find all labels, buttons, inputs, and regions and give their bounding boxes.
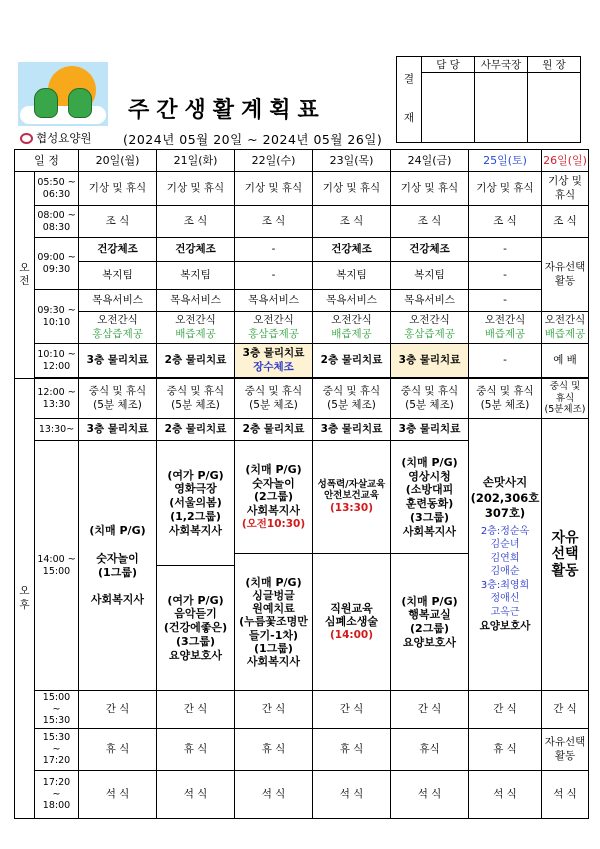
tue-program-2: (여가 P/G) 음악듣기 (건강에좋은) (3그룹) 요양보호사 — [163, 593, 228, 662]
cell: 기상 및 휴식 — [391, 172, 469, 206]
cell: 중식 및 휴식 (5분 체조) — [79, 379, 157, 419]
cell: 석 식 — [313, 771, 391, 819]
time-slot: 12:00 ~ 13:30 — [35, 379, 79, 419]
row-exercise — [15, 238, 589, 262]
approval-col: 사무국장 — [475, 57, 528, 73]
snack-label: 오전간식 — [97, 314, 138, 327]
approval-col: 담 당 — [422, 57, 475, 73]
approval-col: 원 장 — [528, 57, 581, 73]
thu-program-2: 직원교육 심폐소생술 — [324, 601, 379, 629]
cell: 간 식 — [469, 691, 542, 729]
cell: 자유선택 활동 — [542, 729, 589, 771]
row-dinner — [15, 771, 589, 819]
cell: 복지팀 — [79, 262, 157, 290]
am-label: 오 전 — [15, 172, 35, 379]
fri-program-1: (치매 P/G) 영상시청 (소방대피 훈련동화) (3그룹) 사회복지사 — [391, 441, 468, 554]
row-bath — [15, 290, 589, 312]
cell: 기상 및 휴식 — [542, 172, 589, 206]
pt-sub: 장수체조 — [253, 360, 294, 373]
snack-label: 오전간식 — [544, 314, 586, 327]
day-header-saturday: 25일(토) — [469, 150, 542, 172]
cell: 기상 및 휴식 — [235, 172, 313, 206]
cell: 중식 및 휴식 (5분 체조) — [391, 379, 469, 419]
cell: 석 식 — [79, 771, 157, 819]
period: (2024년 05월 20일 ~ 2024년 05월 26일) — [123, 132, 383, 147]
day-header: 22일(수) — [235, 150, 313, 172]
cell: - — [469, 344, 542, 378]
cell: - — [235, 262, 313, 290]
sat-staff: 2층:정순옥 김순녀 김연희 김애순 3층:최영희 정애신 고옥근 — [480, 525, 530, 618]
row-lunch — [15, 379, 589, 419]
pt-label: 3층 물리치료 — [242, 347, 305, 360]
day-header-sunday: 26일(일) — [542, 150, 589, 172]
cell: 예 배 — [542, 344, 589, 378]
cell: 석 식 — [469, 771, 542, 819]
logo-illustration — [18, 62, 108, 126]
cell: 기상 및 휴식 — [79, 172, 157, 206]
sat-title: 손맛사지 (202,306호 307호) — [470, 475, 540, 521]
time-slot: 13:30~ — [35, 419, 79, 441]
wed-program-1: (치매 P/G) 숫자놀이 (2그룹) 사회복지사 — [245, 462, 302, 518]
cell: - — [469, 238, 542, 262]
cell: 기상 및 휴식 — [313, 172, 391, 206]
cell: 간 식 — [157, 691, 235, 729]
cell: 복지팀 — [313, 262, 391, 290]
time-slot: 15:00 ~ 15:30 — [35, 691, 79, 729]
cell: - — [235, 238, 313, 262]
cell: 3층 물리치료 — [391, 419, 469, 441]
cell: 3층 물리치료 — [79, 344, 157, 378]
thu-program-1-time: (13:30) — [329, 502, 374, 515]
cell: 휴 식 — [157, 729, 235, 771]
cell: 목욕서비스 — [157, 290, 235, 312]
thu-program-1: 성폭력/자살교육 안전보건교육 — [317, 478, 386, 502]
cell: 석 식 — [157, 771, 235, 819]
cell — [235, 344, 313, 378]
snack-sub: 홍삼즙제공 — [248, 327, 299, 340]
cell: 조 식 — [313, 206, 391, 238]
time-slot: 09:30 ~ 10:10 — [35, 290, 79, 344]
snack-sub: 홍삼즙제공 — [404, 327, 455, 340]
cell: 휴 식 — [79, 729, 157, 771]
schedule-table — [14, 149, 589, 819]
cell: 기상 및 휴식 — [157, 172, 235, 206]
cell: 간 식 — [235, 691, 313, 729]
cell: 조 식 — [469, 206, 542, 238]
cell: 간 식 — [542, 691, 589, 729]
cell: 중식 및 휴식 (5분 체조) — [157, 379, 235, 419]
time-slot: 08:00 ~ 08:30 — [35, 206, 79, 238]
cell: 건강체조 — [313, 238, 391, 262]
row-pt2 — [15, 419, 589, 441]
cell: 목욕서비스 — [313, 290, 391, 312]
cell: 3층 물리치료 — [79, 419, 157, 441]
cell: 자유선택 활동 — [542, 238, 589, 312]
cell: 중식 및 휴식 (5분 체조) — [313, 379, 391, 419]
cell: 간 식 — [313, 691, 391, 729]
day-header: 24일(금) — [391, 150, 469, 172]
time-slot: 15:30 ~ 17:20 — [35, 729, 79, 771]
cell-monday-program: (치매 P/G) 숫자놀이 (1그룹) 사회복지사 — [79, 441, 157, 691]
cell: 3층 물리치료 — [391, 344, 469, 378]
cell — [157, 312, 235, 344]
day-header: 20일(월) — [79, 150, 157, 172]
cell: 조 식 — [542, 206, 589, 238]
cell: 간 식 — [391, 691, 469, 729]
snack-sub: 홍삼즙제공 — [92, 327, 143, 340]
approval-sign — [528, 73, 581, 143]
cell: 휴 식 — [313, 729, 391, 771]
cell-sunday-program: 자유 선택 활동 — [542, 419, 589, 691]
org-name — [20, 130, 92, 146]
cell: 복지팀 — [391, 262, 469, 290]
thu-program-2-time: (14:00) — [329, 629, 374, 642]
cell: 석 식 — [391, 771, 469, 819]
cell: 목욕서비스 — [235, 290, 313, 312]
tue-program-1: (여가 P/G) 영화극장 (서울의봄) (1,2그룹) 사회복지사 — [157, 441, 234, 566]
cell: 3층 물리치료 — [313, 419, 391, 441]
cell — [313, 312, 391, 344]
row-breakfast — [15, 206, 589, 238]
time-slot: 14:00 ~ 15:00 — [35, 441, 79, 691]
cell: 중식 및 휴식 (5분 체조) — [469, 379, 542, 419]
cell: 휴 식 — [235, 729, 313, 771]
cell: 건강체조 — [391, 238, 469, 262]
snack-label: 오전간식 — [175, 314, 216, 327]
cell: 중식 및 휴식 (5분체조) — [542, 379, 589, 419]
time-slot: 05:50 ~ 06:30 — [35, 172, 79, 206]
corner-cell: 일 정 — [15, 150, 79, 172]
cell — [469, 312, 542, 344]
approval-sign — [475, 73, 528, 143]
snack-label: 오전간식 — [409, 314, 450, 327]
cell-saturday-program — [469, 419, 542, 691]
cell: 목욕서비스 — [391, 290, 469, 312]
wed-program-2: (치매 P/G) 싱글벙글 원예치료 (누름꽃조명만 들기-1차) (1그룹) 사회복지사 — [239, 575, 308, 668]
cell: 2층 물리치료 — [157, 344, 235, 378]
cell: 2층 물리치료 — [235, 419, 313, 441]
cell: 휴식 — [391, 729, 469, 771]
row-snack-am — [15, 312, 589, 344]
cell — [235, 312, 313, 344]
org-label: 협성요양원 — [36, 131, 92, 145]
cell: 석 식 — [542, 771, 589, 819]
wed-program-1-time: (오전10:30) — [241, 517, 306, 530]
approval-sign — [422, 73, 475, 143]
cell-thursday-program — [313, 441, 391, 691]
time-slot: 17:20 ~ 18:00 — [35, 771, 79, 819]
cell: 건강체조 — [79, 238, 157, 262]
time-slot: 10:10 ~ 12:00 — [35, 344, 79, 378]
snack-label: 오전간식 — [331, 314, 372, 327]
day-header: 23일(목) — [313, 150, 391, 172]
cell: 조 식 — [79, 206, 157, 238]
cell: 간 식 — [79, 691, 157, 729]
cell: 기상 및 휴식 — [469, 172, 542, 206]
cell — [542, 312, 589, 344]
cell: 조 식 — [157, 206, 235, 238]
snack-sub: 배즙제공 — [175, 327, 216, 340]
row-welfare — [15, 262, 589, 290]
cell-tuesday-program — [157, 441, 235, 691]
cell-wednesday-program — [235, 441, 313, 691]
day-header: 21일(화) — [157, 150, 235, 172]
row-rest — [15, 729, 589, 771]
snack-label: 오전간식 — [253, 314, 294, 327]
header-row — [15, 150, 589, 172]
fri-program-2: (치매 P/G) 행복교실 (2그룹) 요양보호사 — [401, 594, 458, 649]
row-pt — [15, 344, 589, 378]
cell-friday-program — [391, 441, 469, 691]
cell: 건강체조 — [157, 238, 235, 262]
cell: 복지팀 — [157, 262, 235, 290]
snack-sub: 배즙제공 — [331, 327, 372, 340]
pm-label: 오 후 — [15, 379, 35, 819]
cell: 석 식 — [235, 771, 313, 819]
org-emblem-icon — [20, 133, 33, 144]
cell: 2층 물리치료 — [313, 344, 391, 378]
sat-by: 요양보호사 — [479, 620, 531, 633]
cell: - — [469, 262, 542, 290]
page-title: 주간생활계획표 — [128, 98, 326, 123]
cell — [79, 312, 157, 344]
approval-box — [396, 56, 581, 143]
cell: 목욕서비스 — [79, 290, 157, 312]
cell: 중식 및 휴식 (5분 체조) — [235, 379, 313, 419]
snack-label: 오전간식 — [484, 314, 526, 327]
cell: 조 식 — [391, 206, 469, 238]
cell: 휴 식 — [469, 729, 542, 771]
cell: - — [469, 290, 542, 312]
approval-label: 결 재 — [397, 57, 422, 143]
cell: 조 식 — [235, 206, 313, 238]
row-wake — [15, 172, 589, 206]
time-slot: 09:00 ~ 09:30 — [35, 238, 79, 290]
row-snack — [15, 691, 589, 729]
snack-sub: 배즙제공 — [484, 327, 526, 340]
snack-sub: 배즙제공 — [544, 327, 586, 340]
cell — [391, 312, 469, 344]
cell: 2층 물리치료 — [157, 419, 235, 441]
